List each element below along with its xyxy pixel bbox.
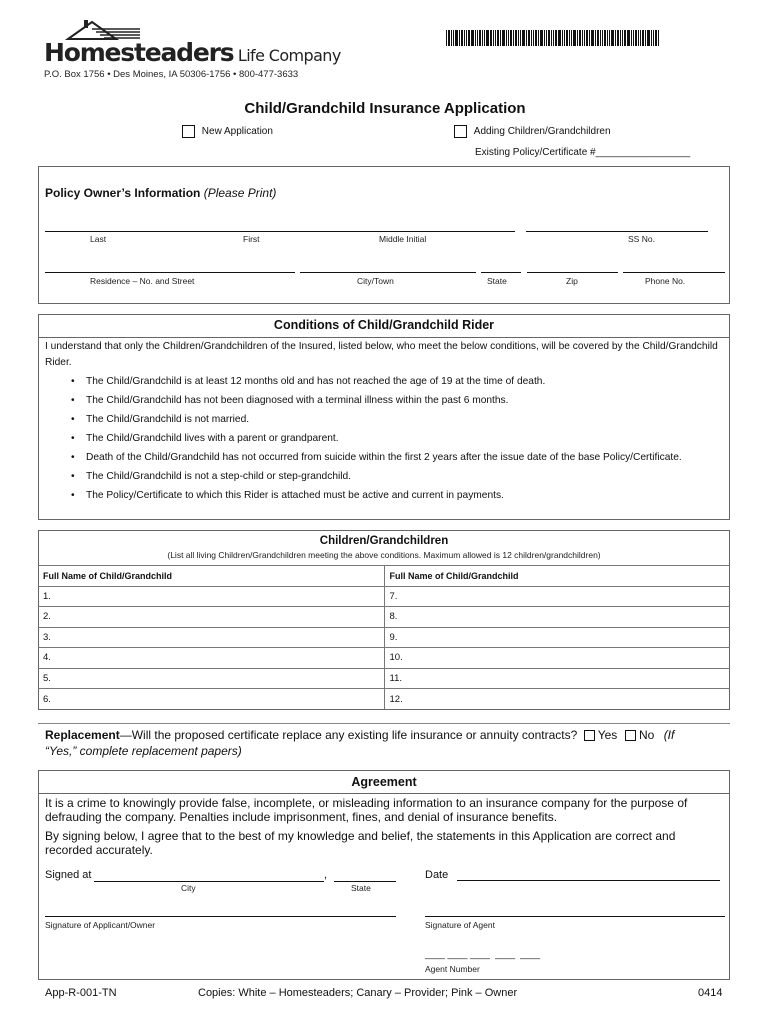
replacement-question xyxy=(45,727,735,759)
conditions-list xyxy=(45,375,725,503)
replacement-divider xyxy=(38,723,730,724)
applicant-signature-line[interactable] xyxy=(45,916,396,917)
form-title: Child/Grandchild Insurance Application xyxy=(244,100,526,117)
agreement-para2: By signing below, I agree that to the best of my knowledge and belief, the statements in this Application are correct and recorded accurately. xyxy=(45,829,676,857)
existing-policy-field[interactable]: Existing Policy/Certificate #_________________ xyxy=(475,147,691,158)
signed-at-state-label: State xyxy=(351,883,371,893)
replacement-text: —Will the proposed certificate replace any existing life insurance or annuity contracts? xyxy=(119,728,578,742)
agreement-heading: Agreement xyxy=(351,775,417,789)
state-line[interactable] xyxy=(481,272,521,273)
first-name-label: First xyxy=(243,234,260,244)
child-name-cell[interactable]: 6. xyxy=(38,689,384,710)
child-name-cell[interactable]: 2. xyxy=(38,607,384,628)
child-name-cell[interactable]: 8. xyxy=(384,607,730,628)
child-name-cell[interactable]: 11. xyxy=(384,668,730,689)
signed-at-label: Signed at xyxy=(45,869,92,881)
city-line[interactable] xyxy=(300,272,476,273)
agreement-para1: It is a crime to knowingly provide false, incomplete, or misleading information to an insurance company for the purpose of defrauding the company. Penalties include imprisonment, fines, and denial of insurance benefits. xyxy=(45,796,688,824)
replacement-note: “Yes,” complete replacement papers) xyxy=(45,744,242,758)
agent-number-label: Agent Number xyxy=(425,964,480,974)
residence-line[interactable] xyxy=(45,272,295,273)
condition-item: • The Child/Grandchild is at least 12 months old and has not reached the age of 19 at the time of death. xyxy=(45,375,725,389)
table-row xyxy=(38,648,730,669)
child-name-cell[interactable]: 7. xyxy=(384,586,730,607)
date-line[interactable] xyxy=(457,880,720,881)
conditions-intro: I understand that only the Children/Grandchildren of the Insured, listed below, who meet the below conditions, will be covered by the Child/Grandchild Rider. xyxy=(45,341,718,368)
table-row xyxy=(38,627,730,648)
child-name-cell[interactable]: 12. xyxy=(384,689,730,710)
company-name-sub: Life Company xyxy=(237,46,341,65)
replacement-yes-checkbox[interactable] xyxy=(584,730,595,741)
child-name-cell[interactable]: 3. xyxy=(38,627,384,648)
ssn-label: SS No. xyxy=(628,234,655,244)
agent-number-field[interactable]: ____ ____ ____ ____ ____ xyxy=(425,949,541,959)
form-id: App-R-001-TN xyxy=(45,987,117,999)
col-header-left: Full Name of Child/Grandchild xyxy=(38,566,384,587)
owner-info-note: (Please Print) xyxy=(203,186,277,200)
company-address: P.O. Box 1756 • Des Moines, IA 50306-1756 • 800-477-3633 xyxy=(44,69,299,80)
agent-signature-line[interactable] xyxy=(425,916,725,917)
company-logo xyxy=(44,20,341,82)
adding-children-label: Adding Children/Grandchildren xyxy=(473,126,611,138)
replacement-no-label: No xyxy=(639,728,655,742)
signed-at-city-label: City xyxy=(181,883,196,893)
applicant-signature-label: Signature of Applicant/Owner xyxy=(45,920,156,930)
agent-signature-label: Signature of Agent xyxy=(425,920,495,930)
child-name-cell[interactable]: 1. xyxy=(38,586,384,607)
col-header-right: Full Name of Child/Grandchild xyxy=(384,566,730,587)
owner-name-line[interactable] xyxy=(45,231,515,232)
barcode xyxy=(446,30,736,46)
new-application-checkbox[interactable] xyxy=(182,125,195,138)
copies-note: Copies: White – Homesteaders; Canary – Provider; Pink – Owner xyxy=(198,987,518,999)
last-name-label: Last xyxy=(90,234,107,244)
table-row xyxy=(38,689,730,710)
company-name: Homesteaders xyxy=(44,38,234,67)
middle-initial-label: Middle Initial xyxy=(379,234,427,244)
condition-item: • The Child/Grandchild is not married. xyxy=(45,413,725,427)
adding-children-checkbox[interactable] xyxy=(454,125,467,138)
condition-item: • The Child/Grandchild is not a step-child or step-grandchild. xyxy=(45,470,725,484)
owner-info-heading: Policy Owner’s Information xyxy=(45,186,201,200)
condition-item: • The Policy/Certificate to which this Rider is attached must be active and current in payments. xyxy=(45,489,725,503)
condition-item: • The Child/Grandchild lives with a parent or grandparent. xyxy=(45,432,725,446)
new-application-label: New Application xyxy=(201,126,273,138)
signed-at-city-line[interactable] xyxy=(94,881,324,882)
signed-at-comma: , xyxy=(324,869,328,881)
signed-at-state-line[interactable] xyxy=(334,881,396,882)
date-label: Date xyxy=(425,869,449,881)
state-label: State xyxy=(487,276,507,286)
children-subheading: (List all living Children/Grandchildren meeting the above conditions. Maximum allowed is 12 children/grandchildren) xyxy=(167,550,601,560)
ssn-line[interactable] xyxy=(526,231,708,232)
form-code: 0414 xyxy=(698,987,723,999)
zip-line[interactable] xyxy=(527,272,618,273)
phone-label: Phone No. xyxy=(645,276,686,286)
zip-label: Zip xyxy=(566,276,578,286)
condition-item: • Death of the Child/Grandchild has not occurred from suicide within the first 2 years after the issue date of the base Policy/Certificate. xyxy=(45,451,725,465)
replacement-label: Replacement xyxy=(45,728,120,742)
residence-label: Residence – No. and Street xyxy=(90,276,195,286)
replacement-note-start: (If xyxy=(663,728,675,742)
child-name-cell[interactable]: 10. xyxy=(384,648,730,669)
city-label: City/Town xyxy=(357,276,394,286)
replacement-no-checkbox[interactable] xyxy=(625,730,636,741)
children-table xyxy=(38,565,730,709)
conditions-heading: Conditions of Child/Grandchild Rider xyxy=(273,318,495,332)
child-name-cell[interactable]: 9. xyxy=(384,627,730,648)
house-roof-icon xyxy=(62,20,142,40)
table-row xyxy=(38,668,730,689)
replacement-yes-label: Yes xyxy=(597,728,618,742)
table-row xyxy=(38,607,730,628)
table-row xyxy=(38,586,730,607)
child-name-cell[interactable]: 5. xyxy=(38,668,384,689)
condition-item: • The Child/Grandchild has not been diagnosed with a terminal illness within the past 6 months. xyxy=(45,394,725,408)
child-name-cell[interactable]: 4. xyxy=(38,648,384,669)
children-heading: Children/Grandchildren xyxy=(319,535,449,547)
phone-line[interactable] xyxy=(623,272,725,273)
